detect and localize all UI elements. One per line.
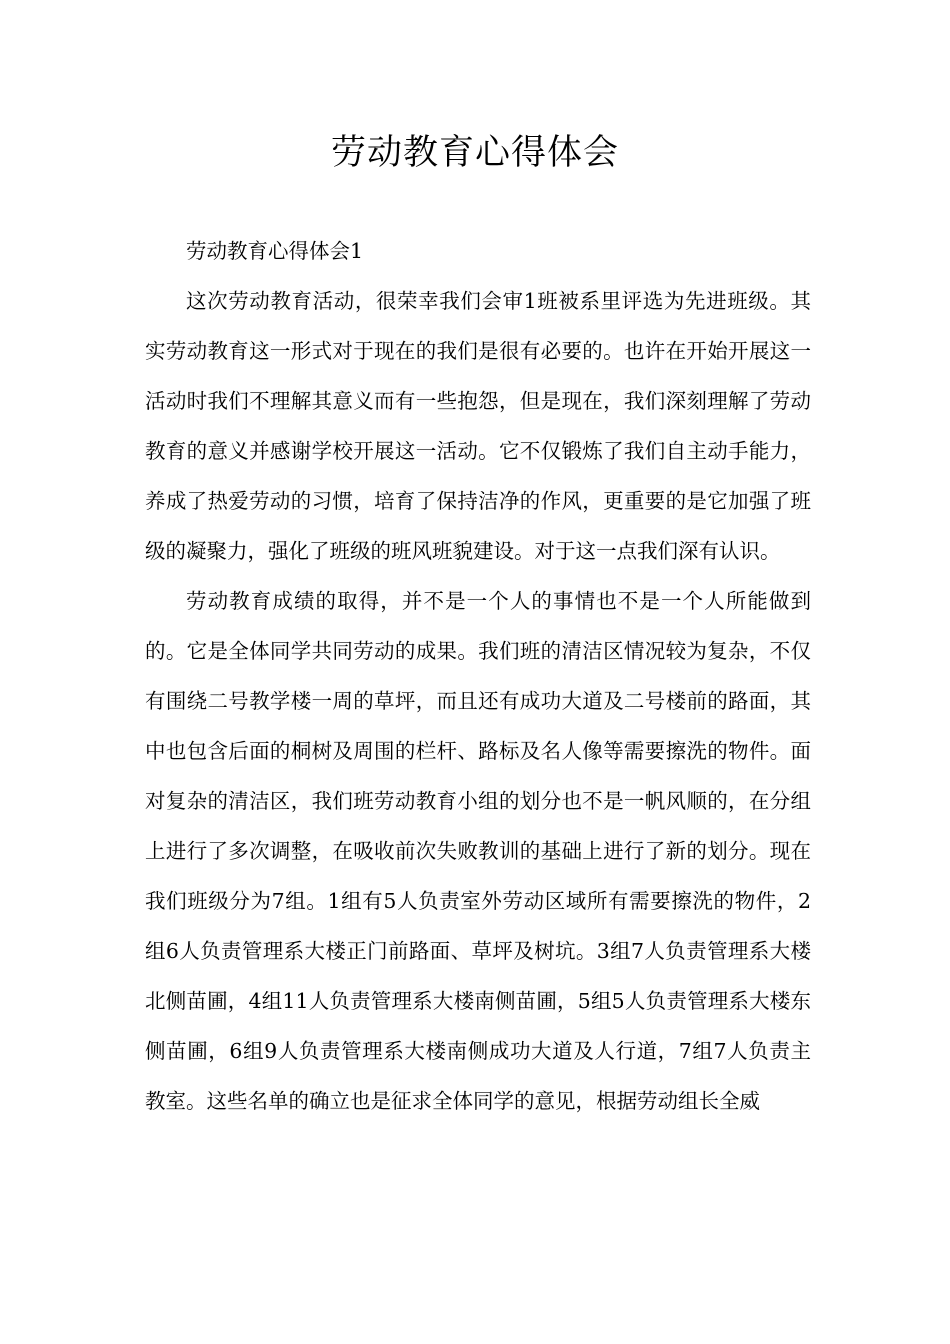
document-body [145,226,811,1126]
body-paragraph: 这次劳动教育活动，很荣幸我们会审1班被系里评选为先进班级。其实劳动教育这一形式对于现在的我们是很有必要的。也许在开始开展这一活动时我们不理解其意义而有一些抱怨，但是现在，我们深刻理解了劳动教育的意义并感谢学校开展这一活动。它不仅锻炼了我们自主动手能力，养成了热爱劳动的习惯，培育了保持洁净的作风，更重要的是它加强了班级的凝聚力，强化了班级的班风班貌建设。对于这一点我们深有认识。 [145,289,811,563]
section-heading: 劳动教育心得体会1 [186,239,364,263]
document-title: 劳动教育心得体会 [330,133,619,173]
body-paragraph: 劳动教育成绩的取得，并不是一个人的事情也不是一个人所能做到的。它是全体同学共同劳动的成果。我们班的清洁区情况较为复杂，不仅有围绕二号教学楼一周的草坪，而且还有成功大道及二号楼前的路面，其中也包含后面的桐树及周围的栏杆、路标及名人像等需要擦洗的物件。面对复杂的清洁区，我们班劳动教育小组的划分也不是一帆风顺的，在分组上进行了多次调整，在吸收前次失败教训的基础上进行了新的划分。现在我们班级分为7组。1组有5人负责室外劳动区域所有需要擦洗的物件，2组6人负责管理系大楼正门前路面、草坪及树坑。3组7人负责管理系大楼北侧苗圃，4组11人负责管理系大楼南侧苗圃，5组5人负责管理系大楼东侧苗圃，6组9人负责管理系大楼南侧成功大道及人行道，7组7人负责主教室。这些名单的确立也是征求全体同学的意见，根据劳动组长全威 [145,589,811,1113]
